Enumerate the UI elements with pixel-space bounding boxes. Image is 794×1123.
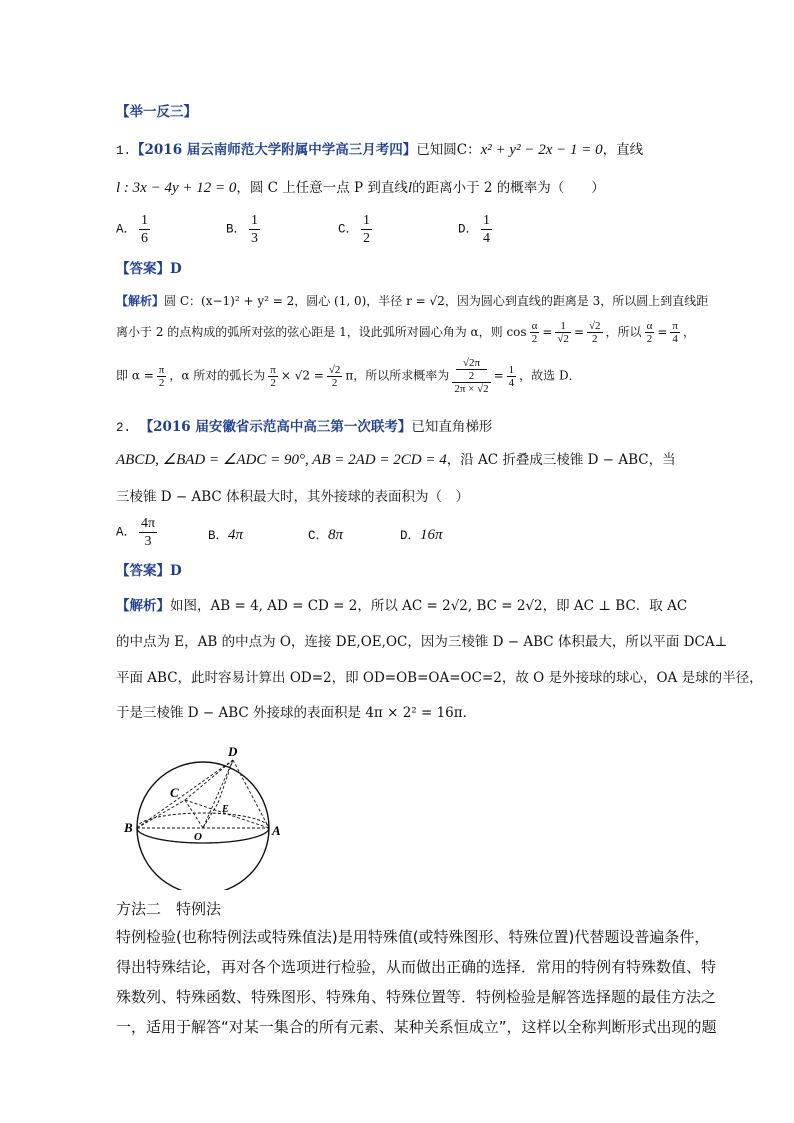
q2-math: ABCD, ∠BAD = ∠ADC = 90°, AB = 2AD = 2CD = 4 bbox=[116, 452, 447, 468]
q2-stem-line1 bbox=[116, 417, 492, 438]
option-label: D． bbox=[458, 222, 479, 237]
option-label: C． bbox=[338, 222, 359, 237]
q1-answer: 【答案】D bbox=[116, 261, 182, 277]
section-heading: 【举一反三】 bbox=[116, 104, 197, 120]
label-O: O bbox=[194, 831, 202, 843]
label-A: A bbox=[272, 823, 281, 838]
q2-answer: 【答案】D bbox=[116, 563, 182, 579]
q1-option-a bbox=[116, 212, 153, 247]
option-fraction bbox=[139, 515, 157, 550]
q1-analysis-line2 bbox=[116, 320, 695, 352]
q1-circle-eq: x² + y² − 2x − 1 = 0 bbox=[480, 142, 603, 158]
q2-analysis-line1 bbox=[116, 596, 687, 616]
analysis-text: 如图，AB = 4, AD = CD = 2，所以 AC = 2√2, BC = 2√2，即 AC ⊥ BC．取 AC bbox=[170, 598, 688, 614]
frac-num: 4π bbox=[141, 516, 156, 531]
q2-text1: 已知直角梯形 bbox=[411, 419, 493, 435]
frac-den: 2 bbox=[270, 376, 276, 389]
frac-den: 2π × √2 bbox=[454, 383, 489, 395]
option-fraction bbox=[139, 212, 150, 247]
equator-front bbox=[137, 828, 269, 843]
frac-num: 1 bbox=[508, 363, 515, 376]
frac-num: 1 bbox=[141, 213, 149, 228]
option-label: C． bbox=[308, 529, 329, 543]
frac-den: 3 bbox=[251, 231, 259, 246]
analysis-tag: 【解析】 bbox=[116, 294, 165, 308]
q1-line-eq: l : 3x − 4y + 12 = 0 bbox=[116, 180, 237, 196]
frac-num: α bbox=[646, 320, 653, 332]
q2-option-d bbox=[400, 525, 443, 546]
q2-text2: ，沿 AC 折叠成三棱锥 D − ABC，当 bbox=[446, 452, 676, 468]
analysis-text: 圆 C：(x−1)² + y² = 2，圆心 (1, 0)，半径 r = √2，因为圆心到直线的距离是 3，所以圆上到直线距 bbox=[164, 294, 709, 308]
option-label: A． bbox=[116, 222, 137, 237]
frac-den: 4 bbox=[508, 376, 515, 389]
q1-source: 【2016 届云南师范大学附属中学高三月考四】 bbox=[131, 142, 417, 158]
analysis-tag: 【解析】 bbox=[116, 598, 170, 614]
frac-num: α bbox=[531, 320, 538, 332]
frac-num: 1 bbox=[363, 213, 371, 228]
equals: = bbox=[493, 368, 504, 383]
frac-alpha-2b bbox=[645, 320, 655, 345]
q2-analysis-line2: 的中点为 E，AB 的中点为 O，连接 DE,OE,OC，因为三棱锥 D − ABC 体积最大，所以平面 DCA⊥ bbox=[116, 634, 728, 650]
frac-pi-2b bbox=[268, 364, 278, 389]
analysis-text: ，故选 D． bbox=[519, 368, 581, 383]
q1-stem-line1 bbox=[116, 140, 643, 161]
option-label: A． bbox=[116, 525, 137, 540]
method-line4: 一，适用于解答“对某一集合的所有元素、某种关系恒成立”，这样以全称判断形式出现的题 bbox=[116, 1018, 717, 1036]
analysis-text: π，所以所求概率为 bbox=[345, 368, 450, 383]
option-label: D． bbox=[400, 529, 421, 543]
frac-den: 2 bbox=[468, 370, 475, 382]
frac-num: π bbox=[270, 363, 276, 376]
label-B: B bbox=[124, 820, 133, 835]
q1-text2: ，直线 bbox=[602, 142, 644, 158]
frac-num: √2 bbox=[328, 363, 341, 376]
label-E: E bbox=[222, 804, 229, 815]
method-line3: 殊数列、特殊函数、特殊图形、特殊角、特殊位置等．特例检验是解答选择题的最佳方法之 bbox=[116, 988, 717, 1006]
option-fraction bbox=[361, 212, 372, 247]
analysis-text: 离小于 2 的点构成的弧所对弦的弦心距是 1，设此弧所对圆心角为 α，则 cos bbox=[116, 325, 527, 339]
method-line1: 特例检验(也称特例法或特殊值法)是用特殊值(或特殊图形、特殊位置)代替题设普遍条件， bbox=[116, 928, 710, 946]
equals: = bbox=[573, 325, 584, 339]
frac-den: 4 bbox=[483, 231, 491, 246]
option-fraction bbox=[481, 212, 492, 247]
frac-den: 2 bbox=[158, 376, 165, 389]
frac-alpha-2 bbox=[530, 320, 540, 345]
q2-option-a bbox=[116, 515, 160, 550]
frac-num: 1 bbox=[483, 213, 491, 228]
frac-1-sqrt2 bbox=[555, 320, 571, 345]
sphere-figure bbox=[118, 740, 288, 890]
equals: = bbox=[542, 325, 553, 339]
frac-probability bbox=[452, 357, 490, 395]
frac-den: √2 bbox=[557, 333, 569, 345]
frac-1-4 bbox=[507, 364, 517, 389]
option-label: B． bbox=[208, 529, 229, 543]
frac-den: 4 bbox=[672, 333, 678, 345]
q1-analysis-line3 bbox=[116, 357, 581, 397]
frac-num: 1 bbox=[251, 213, 259, 228]
option-value: 8π bbox=[328, 527, 344, 543]
method-line2: 得出特殊结论，再对各个选项进行检验，从而做出正确的选择．常用的特例有特殊数值、特 bbox=[116, 958, 717, 976]
option-fraction bbox=[249, 212, 260, 247]
q1-text1: 已知圆C： bbox=[416, 142, 481, 158]
option-value: 4π bbox=[228, 527, 244, 543]
q2-stem-line3: 三棱锥 D − ABC 体积最大时，其外接球的表面积为（ ） bbox=[116, 489, 470, 505]
frac-den: 2 bbox=[331, 376, 338, 389]
q1-stem-line2 bbox=[116, 178, 605, 198]
analysis-text: ，α 所对的弧长为 bbox=[169, 368, 266, 383]
q1-number: 1. bbox=[116, 144, 132, 158]
option-value: 16π bbox=[420, 527, 443, 543]
analysis-text: ，所以 bbox=[605, 325, 642, 339]
label-C: C bbox=[170, 785, 179, 800]
q2-option-b bbox=[208, 525, 243, 546]
method-title: 方法二 特例法 bbox=[116, 900, 222, 918]
q1-option-d bbox=[458, 212, 495, 247]
equals: = bbox=[657, 325, 668, 339]
frac-num: π bbox=[672, 320, 678, 332]
frac-pi-4 bbox=[670, 320, 680, 345]
frac-sqrt2-2 bbox=[587, 320, 603, 345]
analysis-text: × √2 = bbox=[280, 368, 324, 383]
q2-number: 2. bbox=[116, 421, 132, 435]
frac-den: 2 bbox=[531, 333, 538, 345]
frac-den: 3 bbox=[144, 534, 152, 549]
frac-num: √2π bbox=[456, 357, 486, 370]
q1-text3: ，圆 C 上任意一点 P 到直线 bbox=[236, 180, 408, 196]
frac-den: 2 bbox=[646, 333, 653, 345]
frac-den: 6 bbox=[141, 231, 149, 246]
q1-option-b bbox=[226, 212, 263, 247]
frac-num bbox=[452, 357, 490, 383]
q1-option-c bbox=[338, 212, 375, 247]
frac-pi-2 bbox=[157, 364, 167, 389]
q1-l-symbol: l bbox=[407, 180, 413, 196]
inner-fraction bbox=[454, 357, 488, 382]
frac-num: π bbox=[158, 363, 165, 376]
option-label: B． bbox=[226, 222, 247, 237]
q2-option-c bbox=[308, 525, 343, 546]
frac-den: 2 bbox=[592, 333, 598, 345]
frac-num: 1 bbox=[555, 320, 571, 333]
frac-den: 2 bbox=[363, 231, 371, 246]
q1-text4: 的距离小于 2 的概率为（ ） bbox=[412, 180, 605, 196]
frac-num: √2 bbox=[589, 320, 601, 332]
q2-stem-line2 bbox=[116, 450, 676, 470]
comma: ， bbox=[682, 325, 695, 339]
q2-analysis-line4: 于是三棱锥 D − ABC 外接球的表面积是 4π × 2² = 16π． bbox=[116, 705, 477, 721]
q2-source: 【2016 届安徽省示范高中高三第一次联考】 bbox=[139, 419, 412, 435]
q1-analysis-line1 bbox=[116, 291, 708, 311]
q2-analysis-line3: 平面 ABC，此时容易计算出 OD=2，即 OD=OB=OA=OC=2，故 O 是外接球的球心，OA 是球的半径， bbox=[116, 670, 763, 686]
frac-sqrt2-2b bbox=[327, 364, 343, 389]
analysis-text: 即 α = bbox=[116, 368, 154, 383]
label-D: D bbox=[228, 744, 238, 759]
